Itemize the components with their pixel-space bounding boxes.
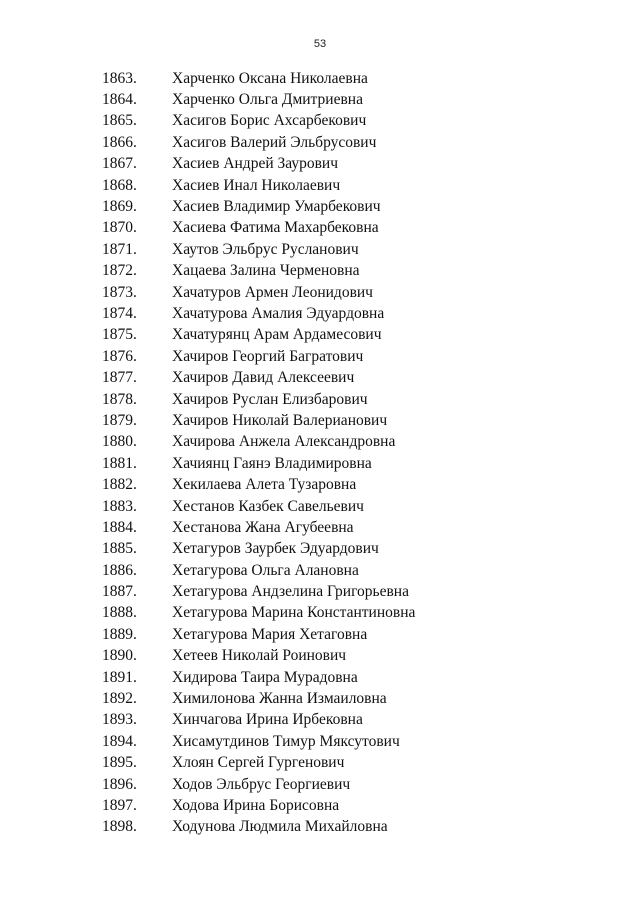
entry-number: 1897. xyxy=(102,796,137,814)
entry-name: Хетагурова Андзелина Григорьевна xyxy=(172,583,409,601)
entry-number: 1869. xyxy=(102,198,137,216)
list-item xyxy=(0,432,640,453)
list-item xyxy=(0,817,640,838)
entry-number: 1874. xyxy=(102,304,137,322)
entry-number: 1892. xyxy=(102,690,137,708)
entry-name: Хасиева Фатима Махарбековна xyxy=(172,219,379,237)
entry-number: 1884. xyxy=(102,518,137,536)
entry-number: 1879. xyxy=(102,411,137,429)
entry-number: 1867. xyxy=(102,155,137,173)
entry-number: 1875. xyxy=(102,326,137,344)
entry-name: Хачатуров Армен Леонидович xyxy=(172,283,373,301)
entry-name: Хаутов Эльбрус Русланович xyxy=(172,240,359,258)
list-item xyxy=(0,154,640,175)
list-item xyxy=(0,196,640,217)
entry-number: 1881. xyxy=(102,454,137,472)
list-item xyxy=(0,560,640,581)
page-number: 53 xyxy=(313,38,327,50)
list-item xyxy=(0,710,640,731)
entry-number: 1895. xyxy=(102,754,137,772)
entry-name: Хасигов Валерий Эльбрусович xyxy=(172,133,377,151)
entry-name: Хисамутдинов Тимур Мяксутович xyxy=(172,732,400,750)
name-list xyxy=(0,68,640,838)
entry-name: Хетеев Николай Роинович xyxy=(172,647,347,665)
entry-number: 1880. xyxy=(102,433,137,451)
list-item xyxy=(0,603,640,624)
entry-number: 1864. xyxy=(102,91,137,109)
list-item xyxy=(0,282,640,303)
list-item xyxy=(0,496,640,517)
entry-name: Хачирова Анжела Александровна xyxy=(172,433,396,451)
list-item xyxy=(0,68,640,89)
list-item xyxy=(0,795,640,816)
entry-name: Хлоян Сергей Гургенович xyxy=(172,754,345,772)
entry-name: Хестанова Жана Агубеевна xyxy=(172,518,354,536)
entry-name: Харченко Оксана Николаевна xyxy=(172,69,368,87)
list-item xyxy=(0,688,640,709)
list-item xyxy=(0,581,640,602)
entry-name: Хетагурова Ольга Алановна xyxy=(172,561,359,579)
entry-name: Хестанов Казбек Савельевич xyxy=(172,497,364,515)
entry-name: Хачиров Давид Алексеевич xyxy=(172,369,355,387)
entry-number: 1890. xyxy=(102,647,137,665)
entry-name: Хачатурянц Арам Ардамесович xyxy=(172,326,382,344)
list-item xyxy=(0,346,640,367)
entry-number: 1891. xyxy=(102,668,137,686)
entry-name: Хидирова Таира Мурадовна xyxy=(172,668,358,686)
entry-number: 1885. xyxy=(102,540,137,558)
entry-number: 1883. xyxy=(102,497,137,515)
entry-name: Хетагурова Марина Константиновна xyxy=(172,604,416,622)
entry-name: Хинчагова Ирина Ирбековна xyxy=(172,711,363,729)
list-item xyxy=(0,218,640,239)
entry-name: Ходова Ирина Борисовна xyxy=(172,796,340,814)
entry-number: 1887. xyxy=(102,583,137,601)
entry-name: Харченко Ольга Дмитриевна xyxy=(172,91,363,109)
list-item xyxy=(0,646,640,667)
entry-number: 1889. xyxy=(102,625,137,643)
entry-number: 1888. xyxy=(102,604,137,622)
list-item xyxy=(0,539,640,560)
list-item xyxy=(0,132,640,153)
entry-number: 1872. xyxy=(102,262,137,280)
list-item xyxy=(0,239,640,260)
entry-number: 1866. xyxy=(102,133,137,151)
entry-name: Хачиров Георгий Багратович xyxy=(172,347,364,365)
entry-number: 1863. xyxy=(102,69,137,87)
entry-name: Ходов Эльбрус Георгиевич xyxy=(172,775,351,793)
entry-name: Ходунова Людмила Михайловна xyxy=(172,818,388,836)
list-item xyxy=(0,261,640,282)
entry-name: Хетагуров Заурбек Эдуардович xyxy=(172,540,379,558)
list-item xyxy=(0,367,640,388)
list-item xyxy=(0,667,640,688)
entry-name: Хетагурова Мария Хетаговна xyxy=(172,625,368,643)
entry-name: Химилонова Жанна Измаиловна xyxy=(172,690,387,708)
entry-number: 1873. xyxy=(102,283,137,301)
entry-name: Хасиев Андрей Заурович xyxy=(172,155,339,173)
entry-name: Хасигов Борис Ахсарбекович xyxy=(172,112,367,130)
entry-number: 1896. xyxy=(102,775,137,793)
entry-number: 1868. xyxy=(102,176,137,194)
list-item xyxy=(0,624,640,645)
entry-number: 1894. xyxy=(102,732,137,750)
entry-number: 1886. xyxy=(102,561,137,579)
entry-number: 1898. xyxy=(102,818,137,836)
entry-name: Хачиянц Гаянэ Владимировна xyxy=(172,454,372,472)
list-item xyxy=(0,410,640,431)
entry-number: 1882. xyxy=(102,476,137,494)
entry-number: 1876. xyxy=(102,347,137,365)
entry-name: Хасиев Инал Николаевич xyxy=(172,176,341,194)
list-item xyxy=(0,731,640,752)
entry-name: Хекилаева Алета Тузаровна xyxy=(172,476,357,494)
entry-name: Хацаева Залина Черменовна xyxy=(172,262,360,280)
list-item xyxy=(0,175,640,196)
list-item xyxy=(0,774,640,795)
list-item xyxy=(0,753,640,774)
entry-name: Хачатурова Амалия Эдуардовна xyxy=(172,304,385,322)
list-item xyxy=(0,111,640,132)
entry-number: 1893. xyxy=(102,711,137,729)
entry-number: 1878. xyxy=(102,390,137,408)
entry-number: 1870. xyxy=(102,219,137,237)
list-item xyxy=(0,517,640,538)
entry-name: Хачиров Николай Валерианович xyxy=(172,411,388,429)
list-item xyxy=(0,89,640,110)
list-item xyxy=(0,453,640,474)
list-item xyxy=(0,303,640,324)
entry-number: 1877. xyxy=(102,369,137,387)
list-item xyxy=(0,474,640,495)
entry-number: 1865. xyxy=(102,112,137,130)
list-item xyxy=(0,325,640,346)
list-item xyxy=(0,389,640,410)
entry-number: 1871. xyxy=(102,240,137,258)
entry-name: Хасиев Владимир Умарбекович xyxy=(172,198,381,216)
entry-name: Хачиров Руслан Елизбарович xyxy=(172,390,368,408)
